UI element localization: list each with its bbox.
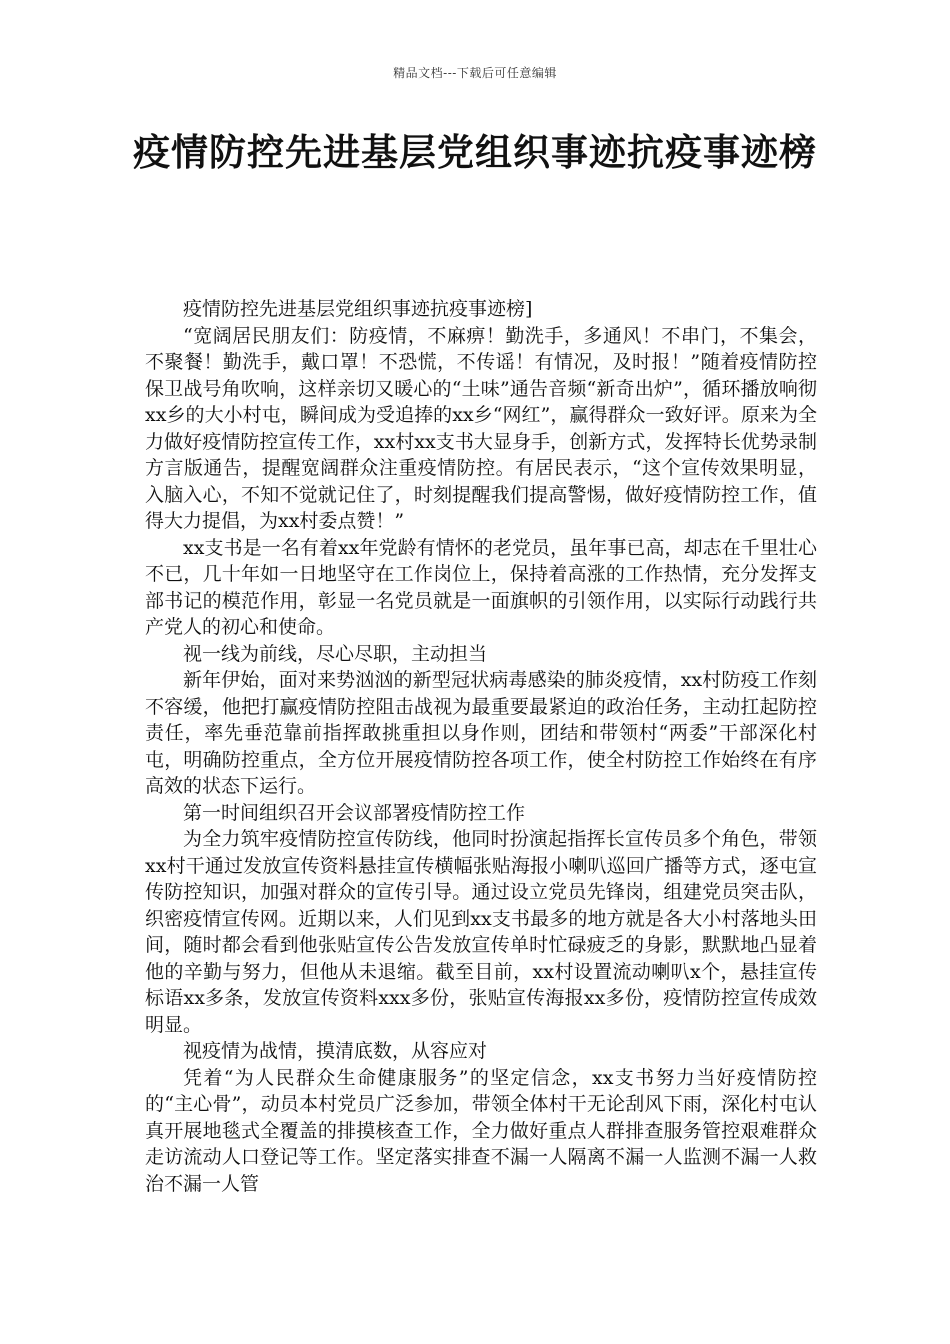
section-heading: 视疫情为战情，摸清底数，从容应对 <box>183 1040 488 1062</box>
paragraph: “宽阔居民朋友们：防疫情，不麻痹！勤洗手，多通风！不串门，不集会，不聚餐！勤洗手，戴口罩！不恐慌，不传谣！有情况，及时报！”随着疫情防控保卫战号角吹响，这样亲切又暖心的“土味”通告音频“新奇出炉”，循环播放响彻xx乡的大小村屯，瞬间成为受追捧的xx乡“网红”，赢得群众一致好评。原来为全力做好疫情防控宣传工作，xx村xx支书大显身手，创新方式，发挥特长优势录制方言版通告，提醒宽阔群众注重疫情防控。有居民表示，“这个宣传效果明显，入脑入心，不知不觉就记住了，时刻提醒我们提高警惕，做好疫情防控工作，值得大力提倡，为xx村委点赞！” <box>145 324 817 532</box>
paragraph-subtitle: 疫情防控先进基层党组织事迹抗疫事迹榜] <box>183 298 533 320</box>
paragraph: xx支书是一名有着xx年党龄有情怀的老党员，虽年事已高，却志在千里壮心不已，几十年如一日地坚守在工作岗位上，保持着高涨的工作热情，充分发挥支部书记的模范作用，彰显一名党员就是一面旗帜的引领作用，以实际行动践行共产党人的初心和使命。 <box>145 536 817 638</box>
paragraph: 新年伊始，面对来势汹汹的新型冠状病毒感染的肺炎疫情，xx村防疫工作刻不容缓，他把打赢疫情防控阻击战视为最重要最紧迫的政治任务，主动扛起防控责任，率先垂范靠前指挥敢挑重担以身作则，团结和带领村“两委”干部深化村屯，明确防控重点，全方位开展疫情防控各项工作，使全村防控工作始终在有序高效的状态下运行。 <box>145 669 817 797</box>
section-heading: 视一线为前线，尽心尽职，主动担当 <box>183 642 488 665</box>
paragraph: 凭着“为人民群众生命健康服务”的坚定信念，xx支书努力当好疫情防控的“主心骨”，动员本村党员广泛参加，带领全体村干无论刮风下雨，深化村屯认真开展地毯式全覆盖的排摸核查工作，全力做好重点人群排查服务管控艰难群众走访流动人口登记等工作。坚定落实排查不漏一人隔离不漏一人监测不漏一人救治不漏一人管 <box>145 1066 817 1195</box>
document-body <box>145 296 817 1197</box>
document-title: 疫情防控先进基层党组织事迹抗疫事迹榜 <box>133 131 817 174</box>
section-heading: 第一时间组织召开会议部署疫情防控工作 <box>183 801 526 824</box>
paragraph: 为全力筑牢疫情防控宣传防线，他同时扮演起指挥长宣传员多个角色，带领xx村干通过发放宣传资料悬挂宣传横幅张贴海报小喇叭巡回广播等方式，逐屯宣传防控知识，加强对群众的宣传引导。通过设立党员先锋岗，组建党员突击队，织密疫情宣传网。近期以来，人们见到xx支书最多的地方就是各大小村落地头田间，随时都会看到他张贴宣传公告发放宣传单时忙碌疲乏的身影，默默地凸显着他的辛勤与努力，但他从未退缩。截至目前，xx村设置流动喇叭x个，悬挂宣传标语xx多条，发放宣传资料xxx多份，张贴宣传海报xx多份，疫情防控宣传成效明显。 <box>145 828 817 1036</box>
header-note: 精品文档---下载后可任意编辑 <box>393 66 557 80</box>
